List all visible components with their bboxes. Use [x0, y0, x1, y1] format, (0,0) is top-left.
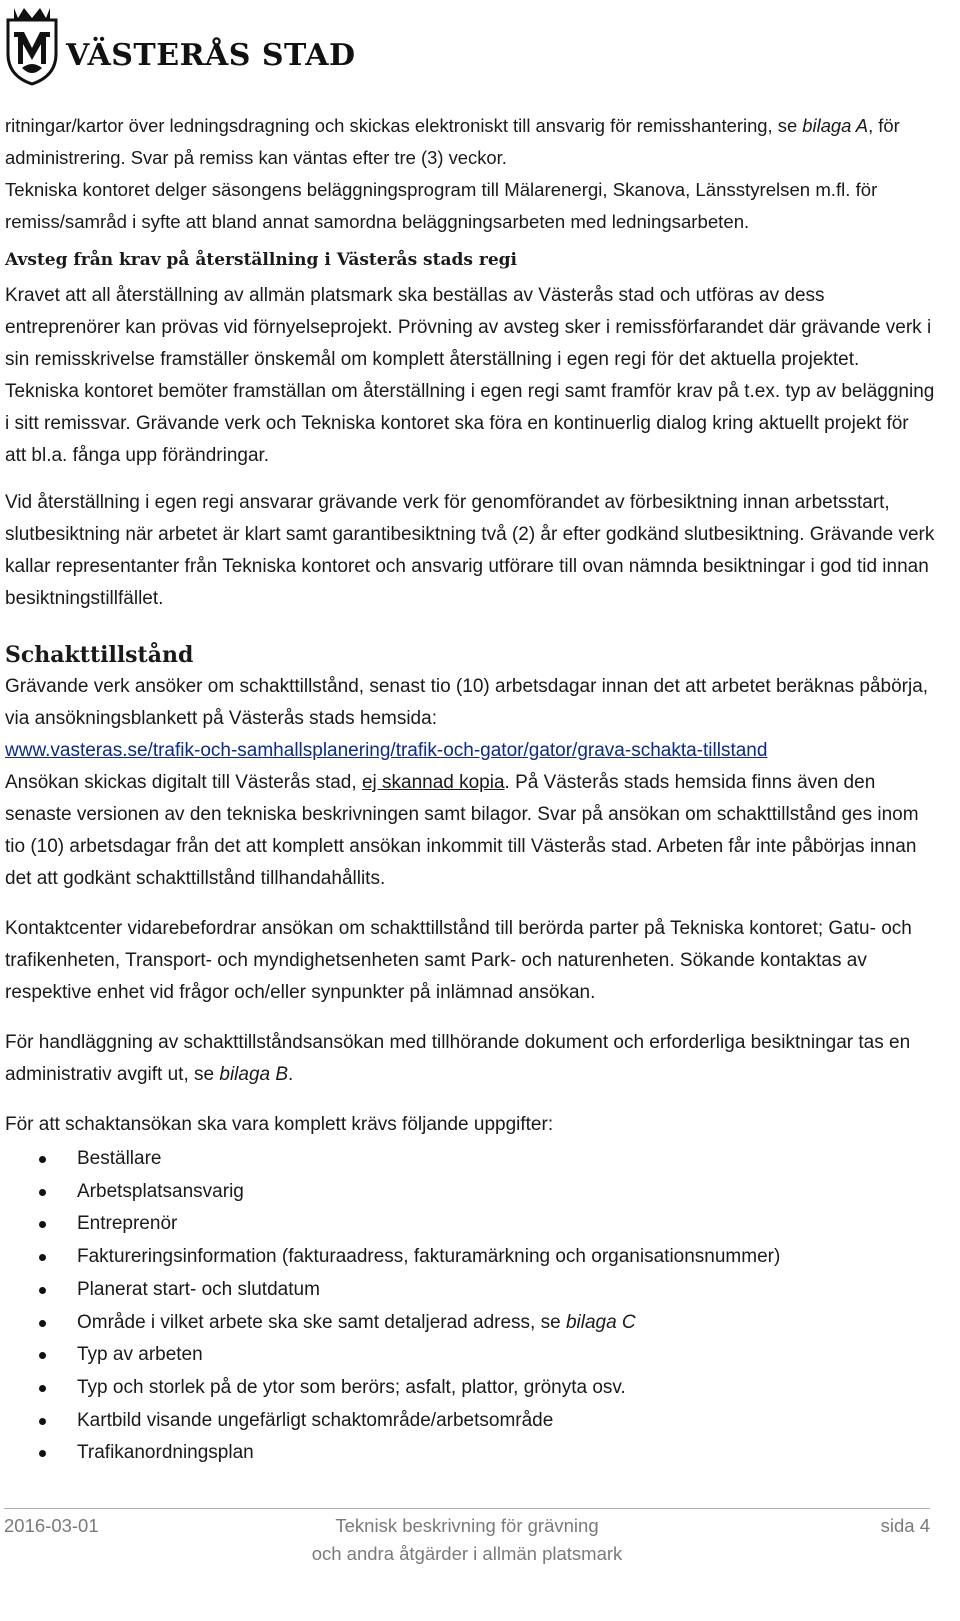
- list-item: Faktureringsinformation (fakturaadress, fakturamärkning och organisationsnummer): [5, 1241, 935, 1274]
- coat-of-arms-icon: [4, 4, 60, 86]
- list-item: Planerat start- och slutdatum: [5, 1274, 935, 1307]
- requirements-list: [5, 1143, 935, 1470]
- paragraph-kontaktcenter: Kontaktcenter vidarebefordrar ansökan om schakttillstånd till berörda parter på Tekniska kontoret; Gatu- och trafikenheten, Transport- och myndighetsenheten samt Park- och naturenheten. Sökande kontaktas av respektive enhet vid frågor och/eller synpunkter på inlämnad ansökan.: [5, 918, 912, 1003]
- footer-page-number: sida 4: [880, 1515, 930, 1536]
- list-item: Kartbild visande ungefärligt schaktområde/arbetsområde: [5, 1405, 935, 1438]
- paragraph-uppgifter: För att schaktansökan ska vara komplett krävs följande uppgifter:: [5, 1114, 554, 1135]
- footer-divider: [4, 1508, 930, 1509]
- paragraph-avgift: För handläggning av schakttillståndsansökan med tillhörande dokument och erforderliga besiktningar tas en administrativ avgift ut, se bilaga B.: [5, 1032, 911, 1085]
- list-item: Entreprenör: [5, 1208, 935, 1241]
- paragraph-kravet: Kravet att all återställning av allmän platsmark ska beställas av Västerås stad och utföras av dess entreprenörer kan prövas vid förnyelseprojekt. Prövning av avsteg sker i remissförfarandet där grävande verk i sin remisskrivelse framställer önskemål om komplett återställning i egen regi för det aktuella projektet. Tekniska kontoret bemöter framställan om återställning i egen regi samt framför krav på t.ex. typ av beläggning i sitt remissvar. Grävande verk och Tekniska kontoret ska föra en kontinuerlig dialog kring aktuellt projekt för att bl.a. fånga upp förändringar.: [5, 285, 935, 466]
- logo-wordmark: VÄSTERÅS STAD: [66, 38, 356, 73]
- footer-date: 2016-03-01: [4, 1515, 99, 1536]
- paragraph-egen-regi: Vid återställning i egen regi ansvarar grävande verk för genomförandet av förbesiktning innan arbetsstart, slutbesiktning när arbetet är klart samt garantibesiktning två (2) år efter godkänd slutbesiktning. Grävande verk kallar representanter från Tekniska kontoret och ansvarig utförare till ovan nämnda besiktningar i god tid innan besiktningstillfället.: [5, 492, 935, 609]
- paragraph-remiss: ritningar/kartor över ledningsdragning och skickas elektroniskt till ansvarig för remisshantering, se bilaga A, för administrering. Svar på remiss kan väntas efter tre (3) veckor.: [5, 115, 900, 168]
- list-item: Typ av arbeten: [5, 1339, 935, 1372]
- heading-avsteg: Avsteg från krav på återställning i Västerås stads regi: [5, 250, 517, 270]
- vasteras-link[interactable]: www.vasteras.se/trafik-och-samhallsplanering/trafik-och-gator/gator/grava-schakta-tillstand: [5, 740, 768, 761]
- heading-schakttillstand: Schakttillstånd: [5, 642, 194, 668]
- footer-title: Teknisk beskrivning för grävning och andra åtgärder i allmän platsmark: [311, 1515, 623, 1564]
- list-item: Beställare: [5, 1143, 935, 1176]
- list-item: Typ och storlek på de ytor som berörs; asfalt, plattor, grönyta osv.: [5, 1372, 935, 1405]
- paragraph-belaggningsprogram: Tekniska kontoret delger säsongens beläggningsprogram till Mälarenergi, Skanova, Länsstyrelsen m.fl. för remiss/samråd i syfte att bland annat samordna beläggningsarbeten med ledningsarbeten.: [5, 179, 878, 232]
- paragraph-ansokan: Grävande verk ansöker om schakttillstånd, senast tio (10) arbetsdagar innan det att arbetet beräknas påbörja, via ansökningsblankett på Västerås stads hemsida: www.vasteras.se/trafik-och-samhallsplanering/trafik-och-gator/gator/grava-schakta-tillstand Ansökan skickas digitalt till Västerås stad, ej skannad kopia. På Västerås stads hemsida finns även den senaste versionen av den tekniska beskrivningen samt bilagor. Svar på ansökan om schakttillstånd ges inom tio (10) arbetsdagar från det att komplett ansökan inkommit till Västerås stad. Arbeten får inte påbörjas innan det att godkänt schakttillstånd tillhandahållits.: [5, 676, 929, 889]
- body-text: [5, 110, 935, 1470]
- list-item: Trafikanordningsplan: [5, 1437, 935, 1470]
- list-item: Arbetsplatsansvarig: [5, 1176, 935, 1209]
- list-item: Område i vilket arbete ska ske samt detaljerad adress, se bilaga C: [5, 1307, 935, 1340]
